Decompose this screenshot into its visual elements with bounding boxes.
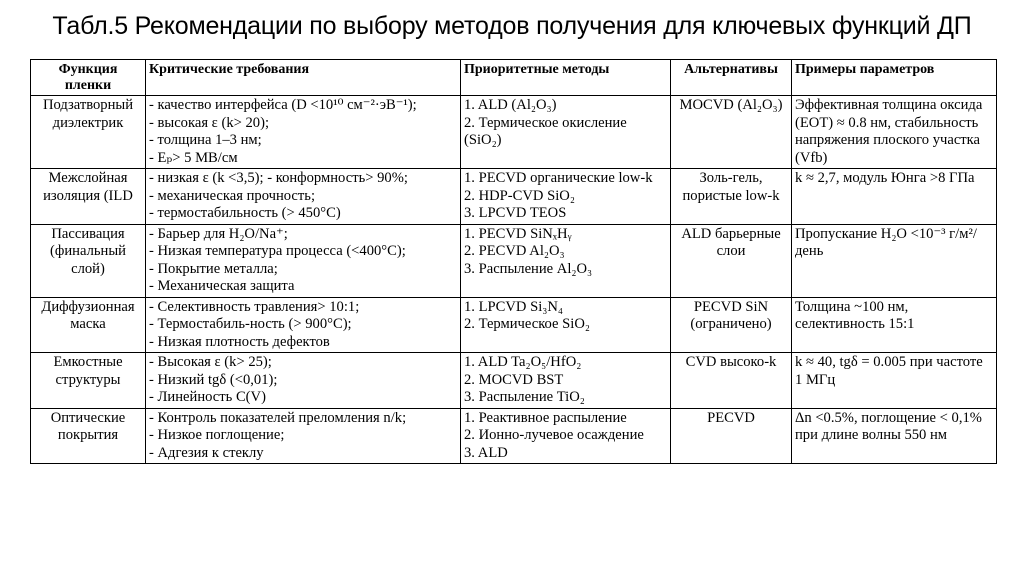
header-parameters: Примеры параметров — [792, 60, 997, 96]
requirement-item: - Низкое поглощение; — [149, 427, 285, 443]
header-alternatives: Альтернативы — [671, 60, 792, 96]
requirement-item: - Eₚ> 5 МВ/см — [149, 149, 238, 166]
cell-alternatives: PECVD SiN (ограничено) — [671, 297, 792, 353]
cell-methods — [461, 224, 671, 297]
cell-function: Диффузионная маска — [31, 297, 146, 353]
cell-alternatives: ALD барьерные слои — [671, 224, 792, 297]
requirement-item: - высокая ε (k> 20); — [149, 114, 270, 131]
cell-parameters: Эффективная толщина оксида (EOT) ≈ 0.8 нм, стабильность напряжения плоского участка (Vfb) — [792, 96, 997, 169]
cell-alternatives: MOCVD (Al₂O₃) — [671, 96, 792, 169]
cell-methods — [461, 353, 671, 409]
method-item: 2. HDP-CVD SiO₂ — [464, 187, 575, 204]
requirement-item: - Адгезия к стеклу — [149, 444, 264, 461]
method-item: 1. LPCVD Si₃N₄ — [464, 298, 563, 315]
cell-requirements — [146, 224, 461, 297]
requirement-item: - Низкая температура процесса (<400°C); — [149, 243, 406, 259]
requirement-item: - толщина 1–3 нм; — [149, 132, 262, 148]
cell-function: Подзатворный диэлектрик — [31, 96, 146, 169]
requirement-item: - качество интерфейса (D <10¹⁰ см⁻²·эВ⁻¹); — [149, 97, 417, 113]
method-item: 1. ALD (Al₂O₃) — [464, 97, 557, 113]
requirement-item: - Контроль показателей преломления n/k; — [149, 409, 407, 426]
method-item: 3. Распыление Al₂O₃ — [464, 260, 593, 277]
cell-function: Емкостные структуры — [31, 353, 146, 409]
cell-methods — [461, 297, 671, 353]
requirement-item: - термостабильность (> 450°C) — [149, 205, 341, 221]
cell-requirements — [146, 297, 461, 353]
method-item: 1. PECVD SiNₓHᵧ — [464, 225, 572, 242]
cell-parameters: Пропускание H₂O <10⁻³ г/м²/день — [792, 224, 997, 297]
requirement-item: - Термостабиль-ность (> 900°C); — [149, 316, 352, 332]
table-row — [31, 169, 997, 225]
requirement-item: - механическая прочность; — [149, 187, 315, 204]
requirement-item: - Низкая плотность дефектов — [149, 333, 330, 350]
requirement-item: - Селективность травления> 10:1; — [149, 298, 360, 315]
method-item: 1. PECVD органические low-k — [464, 170, 653, 186]
cell-requirements — [146, 353, 461, 409]
table-header-row — [31, 60, 997, 96]
cell-alternatives: Золь-гель, пористые low-k — [671, 169, 792, 225]
cell-parameters: Δn <0.5%, поглощение < 0,1% при длине волны 550 нм — [792, 408, 997, 464]
method-item: 1. ALD Ta₂O₅/HfO₂ — [464, 354, 582, 370]
method-item: 3. ALD — [464, 444, 508, 461]
method-item: 2. Ионно-лучевое осаждение — [464, 427, 644, 443]
header-requirements: Критические требования — [146, 60, 461, 96]
cell-parameters: Толщина ~100 нм, селективность 15:1 — [792, 297, 997, 353]
method-item: 2. MOCVD BST — [464, 371, 564, 388]
method-item: 2. Термическое окисление (SiO₂) — [464, 114, 627, 148]
method-item: 2. PECVD Al₂O₃ — [464, 243, 565, 259]
table-row — [31, 408, 997, 464]
table-row — [31, 96, 997, 169]
cell-function: Пассивация (финальный слой) — [31, 224, 146, 297]
cell-parameters: k ≈ 40, tgδ = 0.005 при частоте 1 МГц — [792, 353, 997, 409]
requirement-item: - Покрытие металла; — [149, 260, 278, 277]
header-methods: Приоритетные методы — [461, 60, 671, 96]
cell-parameters: k ≈ 2,7, модуль Юнга >8 ГПа — [792, 169, 997, 225]
cell-alternatives: CVD высоко-k — [671, 353, 792, 409]
cell-methods — [461, 169, 671, 225]
method-item: 3. Распыление TiO₂ — [464, 389, 585, 405]
cell-methods — [461, 408, 671, 464]
cell-alternatives: PECVD — [671, 408, 792, 464]
requirement-item: - Механическая защита — [149, 278, 295, 294]
cell-requirements — [146, 169, 461, 225]
method-item: 2. Термическое SiO₂ — [464, 316, 590, 332]
requirement-item: - Барьер для H₂O/Na⁺; — [149, 225, 288, 242]
cell-function: Оптические покрытия — [31, 408, 146, 464]
requirement-item: - Линейность C(V) — [149, 389, 266, 405]
requirement-item: - Низкий tgδ (<0,01); — [149, 371, 278, 388]
page-title: Табл.5 Рекомендации по выбору методов получения для ключевых функций ДП — [52, 12, 972, 40]
cell-function: Межслойная изоляция (ILD — [31, 169, 146, 225]
cell-requirements — [146, 408, 461, 464]
cell-methods — [461, 96, 671, 169]
table-row — [31, 224, 997, 297]
recommendations-table — [30, 59, 997, 464]
requirement-item: - Высокая ε (k> 25); — [149, 354, 272, 370]
requirement-item: - низкая ε (k <3,5); - конформность> 90%; — [149, 170, 408, 186]
table-row — [31, 297, 997, 353]
method-item: 1. Реактивное распыление — [464, 409, 627, 426]
method-item: 3. LPCVD TEOS — [464, 205, 567, 221]
table-row — [31, 353, 997, 409]
header-function: Функция пленки — [31, 60, 146, 96]
cell-requirements — [146, 96, 461, 169]
